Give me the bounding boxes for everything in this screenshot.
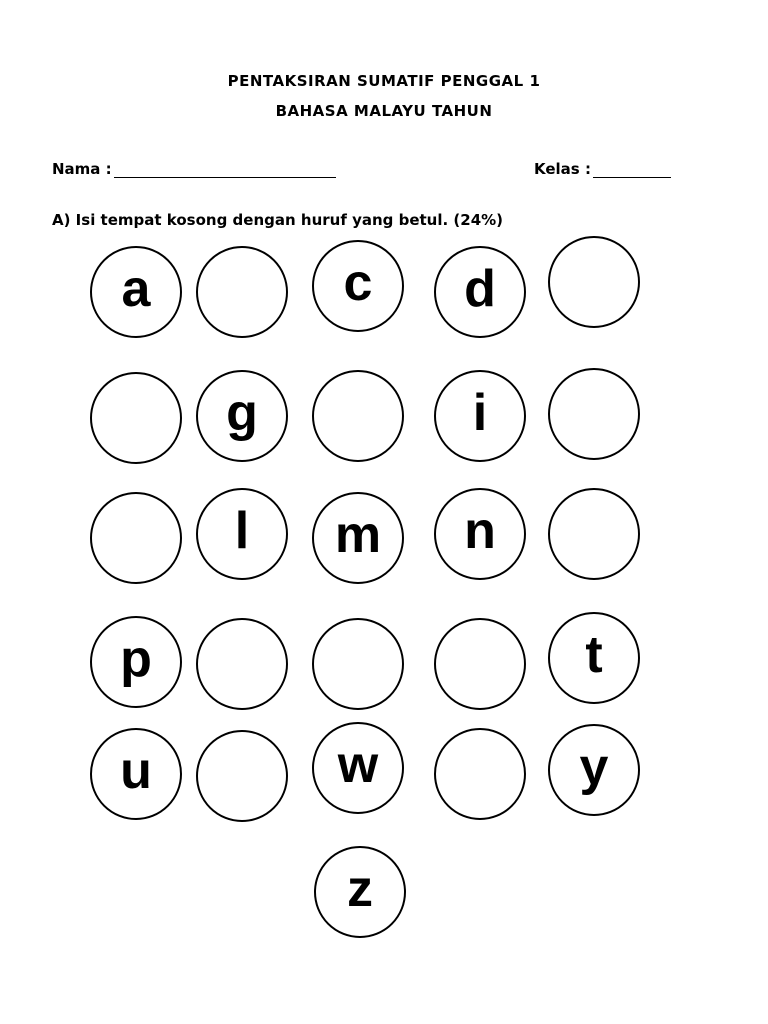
letter-circle — [90, 728, 182, 820]
nama-blank-line[interactable] — [114, 161, 336, 178]
letter-circle — [90, 616, 182, 708]
blank-letter-circle[interactable] — [434, 618, 526, 710]
blank-letter-circle[interactable] — [548, 368, 640, 460]
blank-letter-circle[interactable] — [196, 618, 288, 710]
page-title-line-2: BAHASA MALAYU TAHUN — [275, 102, 493, 120]
letter: c — [343, 254, 373, 312]
blank-letter-circle[interactable] — [548, 236, 640, 328]
letter-circle — [314, 846, 406, 938]
instruction-text: A) Isi tempat kosong dengan huruf yang betul. (24%) — [52, 211, 504, 229]
letter: z — [347, 860, 373, 918]
letter-circle — [196, 370, 288, 462]
blank-letter-circle[interactable] — [548, 488, 640, 580]
letter-circle — [312, 492, 404, 584]
nama-label: Nama : — [52, 160, 112, 178]
letter-circle — [434, 370, 526, 462]
letter: i — [472, 384, 488, 442]
kelas-blank-line[interactable] — [593, 161, 671, 178]
kelas-label: Kelas : — [534, 160, 591, 178]
letter: a — [121, 260, 151, 318]
letter: g — [226, 384, 258, 442]
letter-circle — [548, 724, 640, 816]
blank-letter-circle[interactable] — [312, 618, 404, 710]
letter: l — [234, 502, 250, 560]
letter-circle — [196, 488, 288, 580]
letter-circle — [312, 722, 404, 814]
letter: y — [579, 738, 609, 796]
letter: m — [334, 506, 382, 564]
letter-circle — [434, 488, 526, 580]
letter-circle — [90, 246, 182, 338]
letter: t — [585, 626, 603, 684]
letter: p — [120, 630, 152, 688]
blank-letter-circle[interactable] — [434, 728, 526, 820]
letter-circle — [312, 240, 404, 332]
letter: u — [120, 742, 152, 800]
blank-letter-circle[interactable] — [90, 372, 182, 464]
blank-letter-circle[interactable] — [90, 492, 182, 584]
letter: n — [464, 502, 496, 560]
blank-letter-circle[interactable] — [312, 370, 404, 462]
letter-circle — [548, 612, 640, 704]
kelas-field[interactable] — [534, 160, 671, 178]
letter: w — [337, 736, 379, 794]
blank-letter-circle[interactable] — [196, 246, 288, 338]
page-title-line-1: PENTAKSIRAN SUMATIF PENGGAL 1 — [227, 72, 541, 90]
nama-field[interactable] — [52, 160, 336, 178]
blank-letter-circle[interactable] — [196, 730, 288, 822]
letter-circle — [434, 246, 526, 338]
letter: d — [464, 260, 496, 318]
